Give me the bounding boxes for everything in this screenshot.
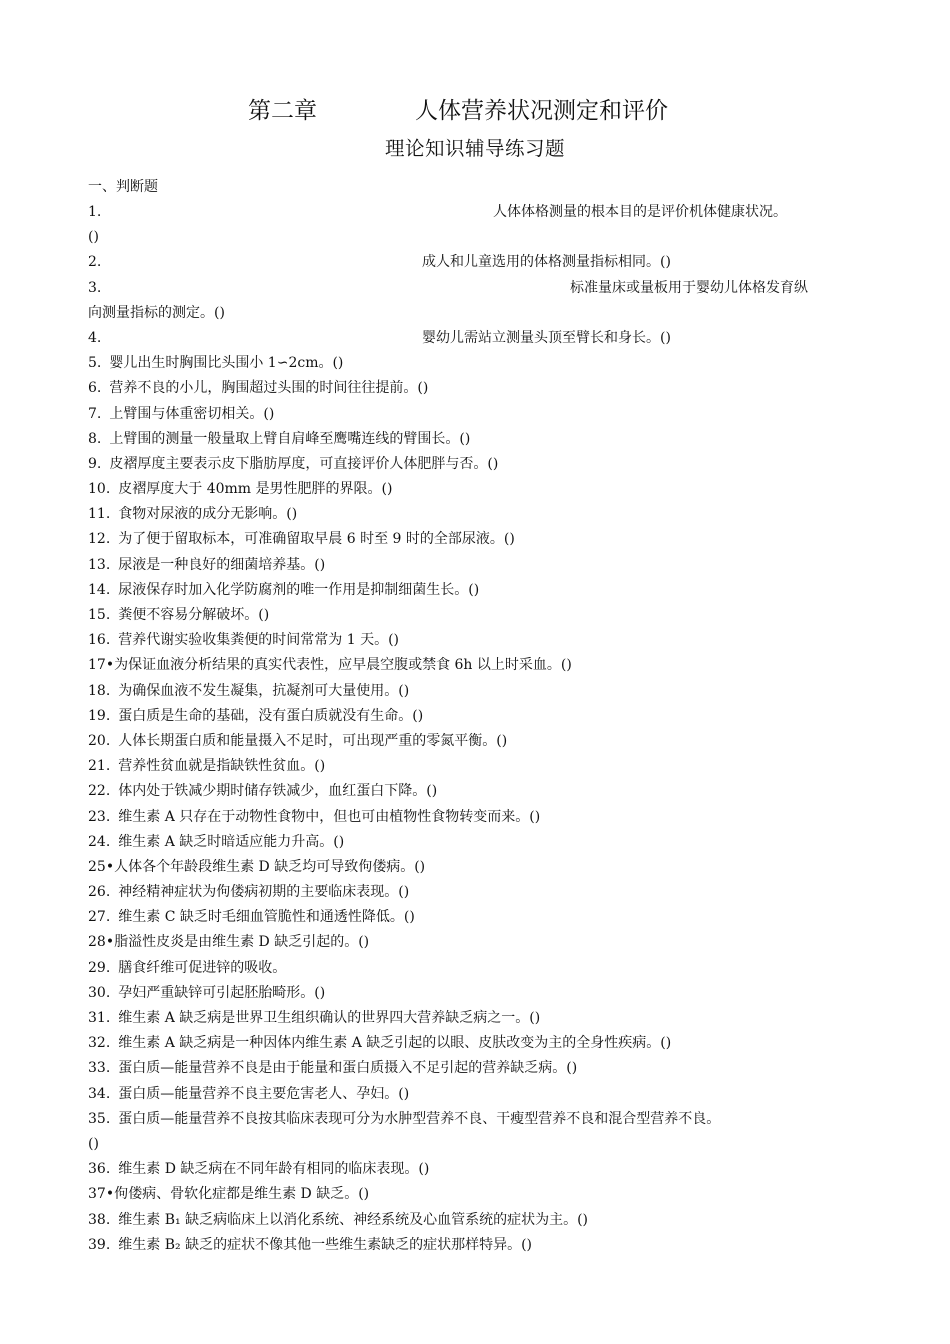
question-number: 39. xyxy=(88,1236,111,1253)
question-item xyxy=(88,679,860,704)
question-number: 32. xyxy=(88,1035,111,1052)
question-item: 3. 标准量床或量板用于婴幼儿体格发育纵 xyxy=(88,276,860,301)
question-item xyxy=(88,855,860,880)
question-continuation: () xyxy=(88,229,99,246)
question-item xyxy=(88,754,860,779)
question-item xyxy=(88,653,860,678)
question-text: 蛋白质是生命的基础，没有蛋白质就没有生命。() xyxy=(118,707,424,724)
question-number: 27. xyxy=(88,909,111,926)
question-item xyxy=(88,402,860,427)
question-item xyxy=(88,1031,860,1056)
question-item xyxy=(88,553,860,578)
question-number: 31. xyxy=(88,1010,111,1026)
question-number: 16. xyxy=(88,632,111,649)
question-item xyxy=(88,1208,860,1233)
question-item xyxy=(88,1082,860,1107)
question-text: 上臂围的测量一般量取上臂自肩峰至鹰嘴连线的臂围长。() xyxy=(109,430,471,447)
chapter-number: 第二章 xyxy=(248,98,317,124)
question-number: 23. xyxy=(88,808,111,825)
question-text: 食物对尿液的成分无影响。() xyxy=(118,506,298,523)
question-number: 10. xyxy=(88,481,111,498)
question-number: 6. xyxy=(88,380,102,397)
question-item: 1. 人体体格测量的根本目的是评价机体健康状况。 xyxy=(88,200,860,225)
question-text: 膳食纤维可促进锌的吸收。 xyxy=(118,959,287,976)
question-text: 婴儿出生时胸围比头围小 1∽2cm。() xyxy=(109,355,344,372)
question-item xyxy=(88,830,860,855)
question-number: 38. xyxy=(88,1211,111,1228)
question-item xyxy=(88,1182,860,1207)
question-item xyxy=(88,981,860,1006)
question-number: 24. xyxy=(88,833,111,850)
question-item xyxy=(88,729,860,754)
question-number: 33. xyxy=(88,1060,111,1077)
question-text: 标准量床或量板用于婴幼儿体格发育纵 xyxy=(570,279,808,296)
question-number: 8. xyxy=(88,430,102,447)
question-item xyxy=(88,527,860,552)
question-text: 营养不良的小儿，胸围超过头围的时间往往提前。() xyxy=(109,380,429,397)
question-text: 蛋白质—能量营养不良是由于能量和蛋白质摄入不足引起的营养缺乏病。() xyxy=(118,1060,578,1077)
question-text: 成人和儿童选用的体格测量指标相同。() xyxy=(422,254,671,271)
question-number: 15. xyxy=(88,607,111,623)
question-text: 上臂围与体重密切相关。() xyxy=(109,405,275,422)
chapter-title xyxy=(0,92,950,126)
question-number: 13. xyxy=(88,556,111,573)
question-number: 35. xyxy=(88,1110,111,1127)
question-continuation: 向测量指标的测定。() xyxy=(88,304,225,321)
question-text: 尿液是一种良好的细菌培养基。() xyxy=(118,556,326,573)
question-text: 皮褶厚度主要表示皮下脂肪厚度，可直接评价人体肥胖与否。() xyxy=(109,455,499,472)
question-number: 26. xyxy=(88,884,111,901)
question-text: 为确保血液不发生凝集，抗凝剂可大量使用。() xyxy=(118,682,410,699)
question-item: 2. 成人和儿童选用的体格测量指标相同。() xyxy=(88,250,860,275)
question-item xyxy=(88,704,860,729)
question-item xyxy=(88,502,860,527)
question-text: 脂溢性皮炎是由维生素 D 缺乏引起的。() xyxy=(114,934,370,951)
question-number: 22. xyxy=(88,783,111,800)
question-item xyxy=(88,1157,860,1182)
question-text: 人体各个年龄段维生素 D 缺乏均可导致佝偻病。() xyxy=(114,858,426,875)
question-text: 维生素 A 缺乏病是一种因体内维生素 A 缺乏引起的以眼、皮肤改变为主的全身性疾病。() xyxy=(118,1035,672,1052)
question-number: 9. xyxy=(88,455,102,472)
question-number: 29. xyxy=(88,959,111,976)
question-text: 为了便于留取标本，可准确留取早晨 6 时至 9 时的全部尿液。() xyxy=(118,531,515,548)
question-item xyxy=(88,779,860,804)
question-number: 11. xyxy=(88,506,111,523)
question-item: 4. 婴幼儿需站立测量头顶至臂长和身长。() xyxy=(88,326,860,351)
question-number: 28• xyxy=(88,934,115,951)
question-text: 维生素 C 缺乏时毛细血管脆性和通透性降低。() xyxy=(118,909,415,926)
question-text: 营养代谢实验收集粪便的时间常常为 1 天。() xyxy=(118,632,399,649)
question-item xyxy=(88,930,860,955)
question-text: 营养性贫血就是指缺铁性贫血。() xyxy=(118,758,326,775)
question-continuation: () xyxy=(88,1135,99,1152)
question-number: 14. xyxy=(88,581,111,598)
question-item xyxy=(88,1056,860,1081)
question-item xyxy=(88,603,860,628)
question-text: 蛋白质—能量营养不良按其临床表现可分为水肿型营养不良、干瘦型营养不良和混合型营养不良。 xyxy=(118,1110,721,1127)
question-number: 30. xyxy=(88,984,111,1001)
question-text: 维生素 B₁ 缺乏病临床上以消化系统、神经系统及心血管系统的症状为主。() xyxy=(118,1211,588,1228)
question-number: 37• xyxy=(88,1186,115,1203)
question-number: 18. xyxy=(88,682,111,699)
question-item xyxy=(88,1107,860,1132)
question-item xyxy=(88,578,860,603)
question-item xyxy=(88,452,860,477)
question-text: 体内处于铁减少期时储存铁减少，血红蛋白下降。() xyxy=(118,783,438,800)
question-item xyxy=(88,880,860,905)
question-text: 维生素 D 缺乏病在不同年龄有相同的临床表现。() xyxy=(118,1161,430,1178)
question-text: 蛋白质—能量营养不良主要危害老人、孕妇。() xyxy=(118,1085,410,1102)
question-text: 皮褶厚度大于 40mm 是男性肥胖的界限。() xyxy=(118,481,393,498)
question-item xyxy=(88,351,860,376)
question-number: 25• xyxy=(88,858,115,875)
question-text: 婴幼儿需站立测量头顶至臂长和身长。() xyxy=(422,329,671,346)
question-item xyxy=(88,628,860,653)
question-text: 尿液保存时加入化学防腐剂的唯一作用是抑制细菌生长。() xyxy=(118,581,480,598)
question-text: 维生素 A 只存在于动物性食物中，但也可由植物性食物转变而来。() xyxy=(118,808,541,825)
page-subtitle: 理论知识辅导练习题 xyxy=(384,137,565,160)
question-number: 7. xyxy=(88,405,102,422)
question-list xyxy=(88,200,860,1258)
section-heading: 一、判断题 xyxy=(88,179,158,195)
question-number: 21. xyxy=(88,758,111,775)
chapter-name: 人体营养状况测定和评价 xyxy=(415,98,668,124)
question-text: 神经精神症状为佝偻病初期的主要临床表现。() xyxy=(118,884,410,901)
question-text: 粪便不容易分解破坏。() xyxy=(118,607,270,623)
question-number: 5. xyxy=(88,355,102,372)
question-text: 人体体格测量的根本目的是评价机体健康状况。 xyxy=(493,204,787,220)
question-text: 为保证血液分析结果的真实代表性，应早晨空腹或禁食 6h 以上时采血。() xyxy=(114,657,572,674)
question-item xyxy=(88,376,860,401)
question-text: 孕妇严重缺锌可引起胚胎畸形。() xyxy=(118,984,326,1001)
question-number: 20. xyxy=(88,732,111,749)
question-text: 维生素 A 缺乏病是世界卫生组织确认的世界四大营养缺乏病之一。() xyxy=(118,1010,541,1026)
question-number: 12. xyxy=(88,531,111,548)
question-text: 人体长期蛋白质和能量摄入不足时，可出现严重的零氮平衡。() xyxy=(118,732,508,749)
question-item xyxy=(88,805,860,830)
question-number: 17• xyxy=(88,657,115,674)
question-item xyxy=(88,956,860,981)
question-item xyxy=(88,427,860,452)
question-text: 维生素 A 缺乏时暗适应能力升高。() xyxy=(118,833,345,850)
question-item xyxy=(88,1233,860,1258)
question-text: 佝偻病、骨软化症都是维生素 D 缺乏。() xyxy=(114,1186,370,1203)
question-item xyxy=(88,477,860,502)
question-item xyxy=(88,905,860,930)
question-number: 19. xyxy=(88,707,111,724)
question-item xyxy=(88,1006,860,1031)
question-number: 34. xyxy=(88,1085,111,1102)
question-number: 36. xyxy=(88,1161,111,1178)
question-text: 维生素 B₂ 缺乏的症状不像其他一些维生素缺乏的症状那样特异。() xyxy=(118,1236,532,1253)
